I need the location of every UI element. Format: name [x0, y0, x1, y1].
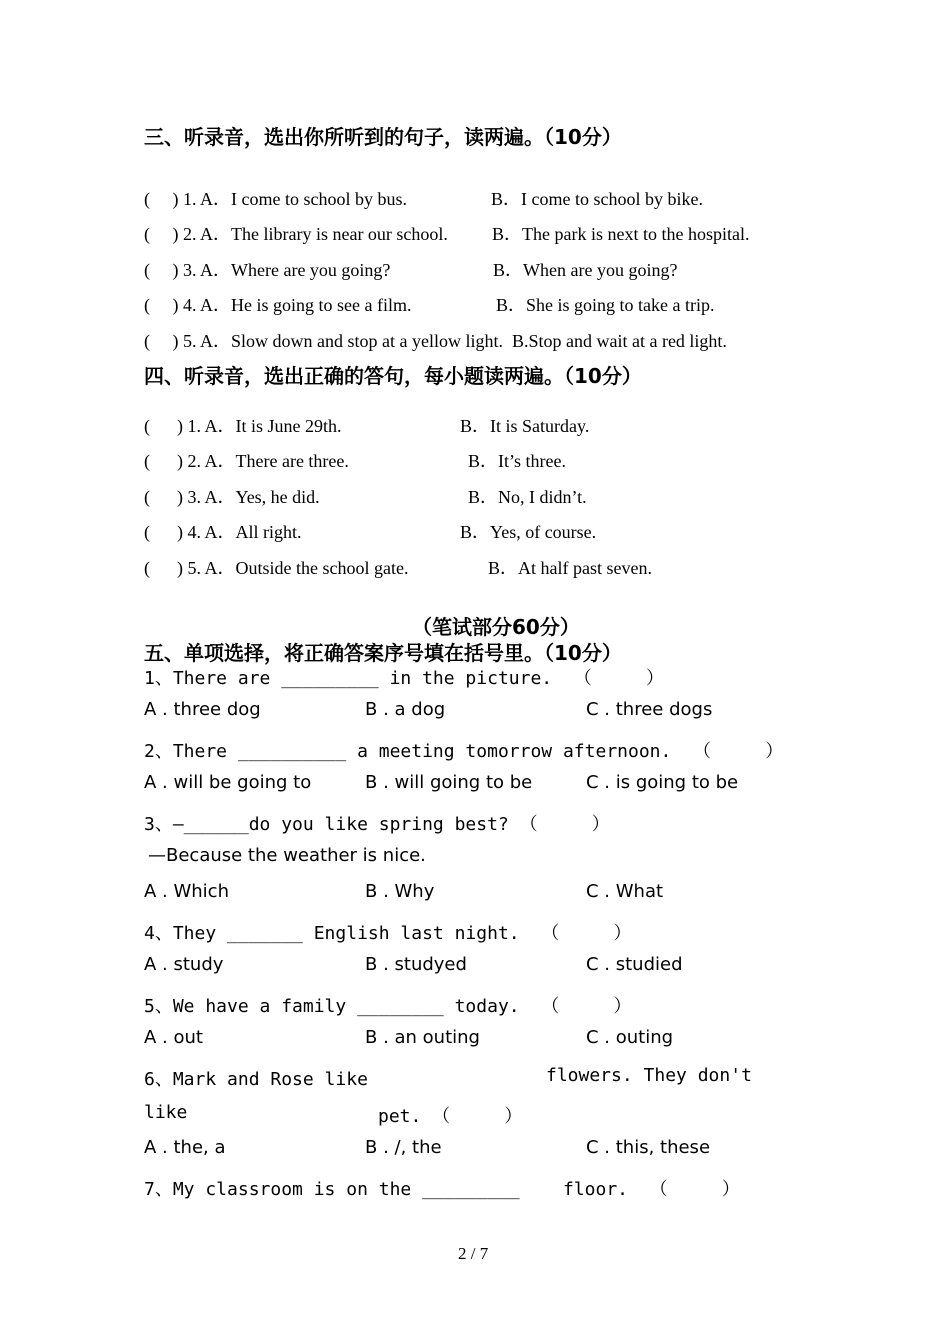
q4-stem: 4、They _______ English last night. （ ） — [144, 923, 632, 944]
s4-q3-a: ( ) 3. A．Yes, he did. — [144, 487, 320, 507]
q5-option-c: C . outing — [586, 1027, 674, 1048]
s4-q5-b: B．At half past seven. — [488, 558, 652, 578]
s3-q4-a: ( ) 4. A．He is going to see a film. — [144, 295, 412, 315]
s3-q1-b: B．I come to school by bike. — [491, 189, 703, 209]
s4-q5-a: ( ) 5. A．Outside the school gate. — [144, 558, 409, 578]
q6-stem-line2-start: like — [144, 1102, 188, 1123]
q6-option-c: C . this, these — [586, 1137, 711, 1158]
s3-q5: ( ) 5. A．Slow down and stop at a yellow light. B.Stop and wait at a red light. — [144, 331, 727, 351]
q6-stem-line1-start: 6、Mark and Rose like — [144, 1069, 368, 1090]
section4-heading: 四、听录音，选出正确的答句，每小题读两遍。（10分） — [144, 364, 642, 388]
q3-stem: 3、—______do you like spring best? （ ） — [144, 814, 610, 835]
q3-option-a: A . Which — [144, 881, 229, 902]
q1-option-a: A . three dog — [144, 699, 261, 720]
q5-stem: 5、We have a family ________ today. （ ） — [144, 996, 632, 1017]
q6-stem-line2-end: pet. （ ） — [378, 1106, 523, 1127]
q3-sub-line: —Because the weather is nice. — [148, 845, 426, 866]
q6-stem-line1-end: flowers. They don't — [546, 1065, 752, 1086]
q5-option-b: B . an outing — [365, 1027, 480, 1048]
section5-heading: 五、单项选择，将正确答案序号填在括号里。（10分） — [144, 641, 622, 665]
q2-option-a: A . will be going to — [144, 772, 312, 793]
s3-q3-b: B．When are you going? — [493, 260, 678, 280]
s3-q3-a: ( ) 3. A．Where are you going? — [144, 260, 391, 280]
q1-stem: 1、There are _________ in the picture. （ ） — [144, 668, 664, 689]
s4-q4-b: B．Yes, of course. — [460, 522, 597, 542]
q3-option-c: C . What — [586, 881, 664, 902]
q1-option-c: C . three dogs — [586, 699, 713, 720]
q7-stem: 7、My classroom is on the _________ floor. （ ） — [144, 1179, 740, 1200]
q4-option-c: C . studied — [586, 954, 683, 975]
s4-q3-b: B．No, I didn’t. — [468, 487, 587, 507]
written-part-title: （笔试部分60分） — [412, 615, 580, 639]
q2-stem: 2、There __________ a meeting tomorrow afternoon. （ ） — [144, 741, 784, 762]
s3-q4-b: B．She is going to take a trip. — [496, 295, 715, 315]
q5-option-a: A . out — [144, 1027, 203, 1048]
s4-q1-b: B．It is Saturday. — [460, 416, 590, 436]
s4-q2-a: ( ) 2. A．There are three. — [144, 451, 349, 471]
q6-option-a: A . the, a — [144, 1137, 226, 1158]
q4-option-b: B . studyed — [365, 954, 467, 975]
q6-option-b: B . /, the — [365, 1137, 442, 1158]
q2-option-c: C . is going to be — [586, 772, 739, 793]
s4-q4-a: ( ) 4. A．All right. — [144, 522, 302, 542]
q1-option-b: B . a dog — [365, 699, 446, 720]
s3-q2-b: B．The park is next to the hospital. — [492, 224, 750, 244]
page-number: 2 / 7 — [458, 1244, 489, 1263]
s4-q1-a: ( ) 1. A．It is June 29th. — [144, 416, 342, 436]
s3-q1-a: ( ) 1. A．I come to school by bus. — [144, 189, 407, 209]
s4-q2-b: B．It’s three. — [468, 451, 566, 471]
section3-heading: 三、听录音，选出你所听到的句子，读两遍。（10分） — [144, 125, 622, 149]
s3-q2-a: ( ) 2. A．The library is near our school. — [144, 224, 448, 244]
q2-option-b: B . will going to be — [365, 772, 533, 793]
q4-option-a: A . study — [144, 954, 224, 975]
q3-option-b: B . Why — [365, 881, 435, 902]
